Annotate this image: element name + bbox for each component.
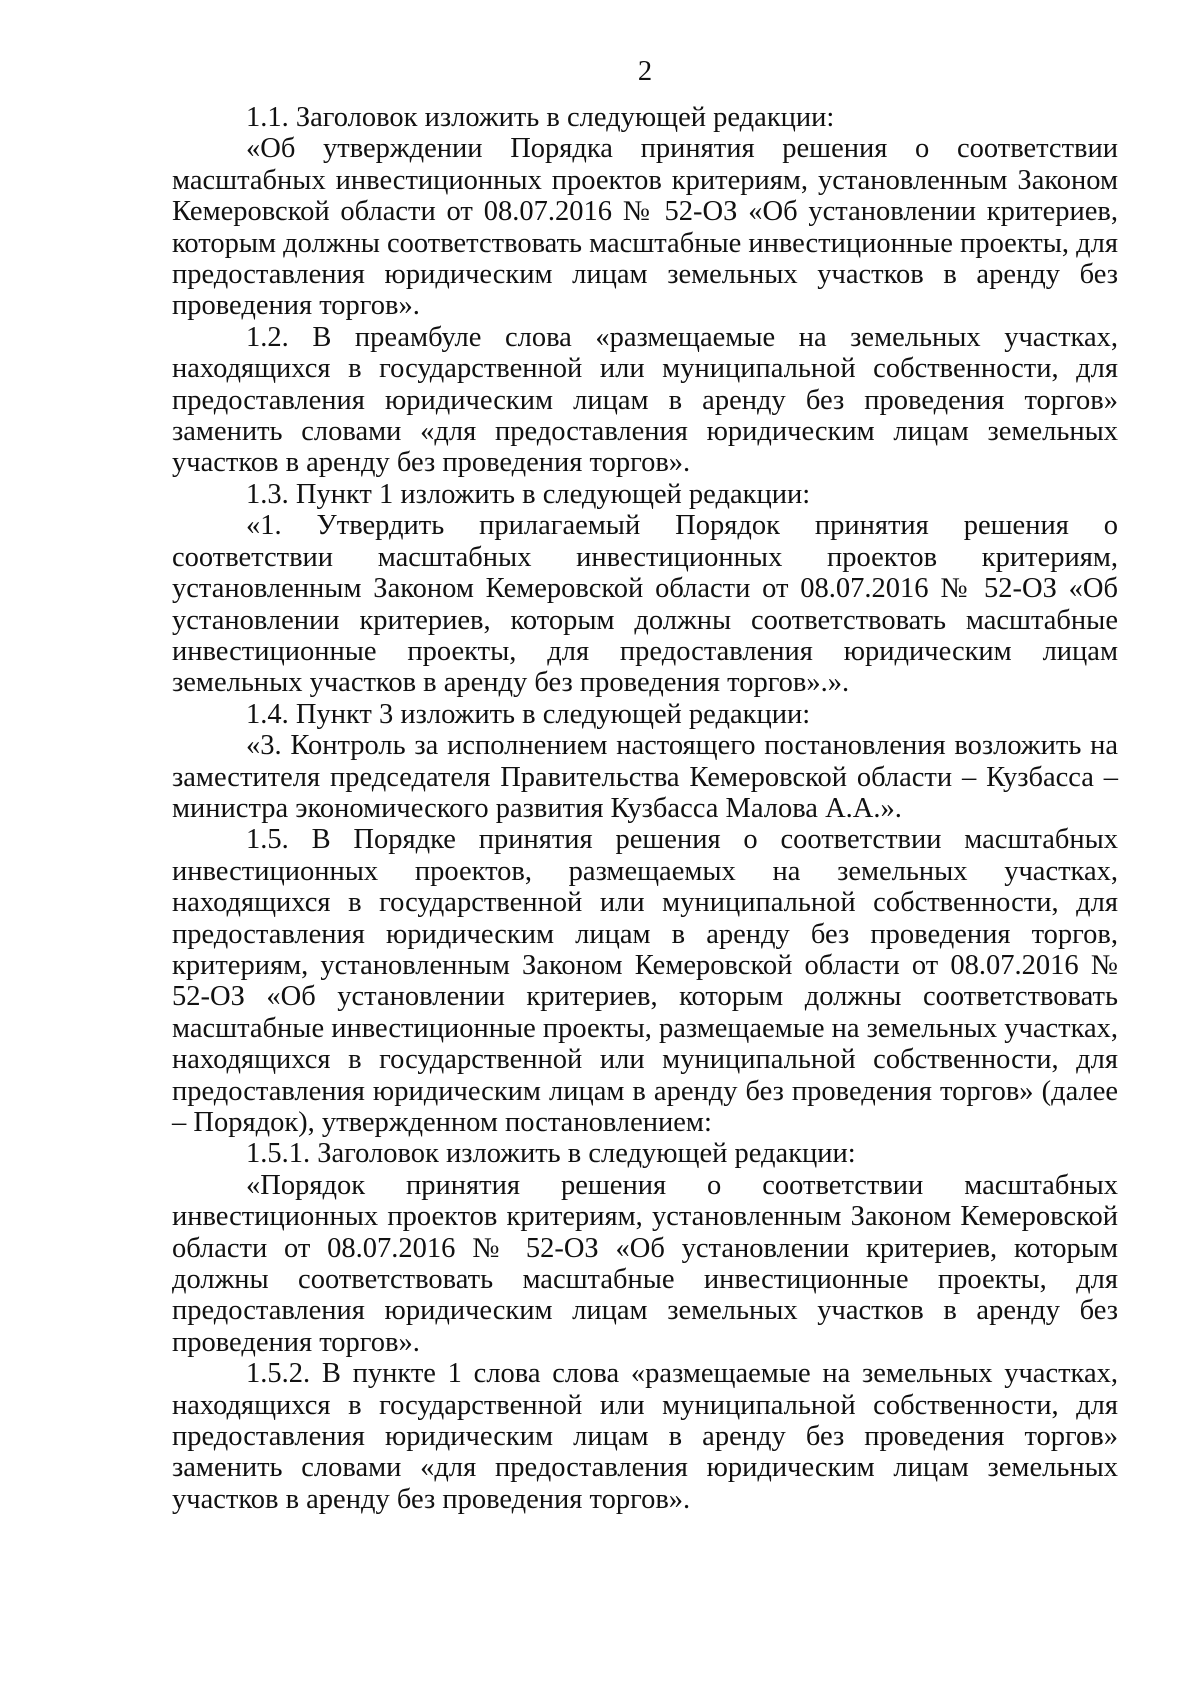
paragraph-1-3-text: «1. Утвердить прилагаемый Порядок принятия решения о соответствии масштабных инвестиционных проектов критериям, установленным Законом Кемеровской области от 08.07.2016 № 52-ОЗ «Об установлении критериев, которым должны соответствовать масштабные инвестиционные проекты, для предоставления юридическим лицам земельных участков в аренду без проведения торгов».».	[172, 510, 1118, 699]
paragraph-1-5: 1.5. В Порядке принятия решения о соответствии масштабных инвестиционных проектов, размещаемых на земельных участках, находящихся в государственной или муниципальной собственности, для предоставления юридическим лицам в аренду без проведения торгов, критериям, установленным Законом Кемеровской области от 08.07.2016 № 52-ОЗ «Об установлении критериев, которым должны соответствовать масштабные инвестиционные проекты, размещаемые на земельных участках, находящихся в государственной или муниципальной собственности, для предоставления юридическим лицам в аренду без проведения торгов» (далее – Порядок), утвержденном постановлением:	[172, 824, 1119, 1138]
document-body	[172, 102, 1118, 1515]
paragraph-1-5-2: 1.5.2. В пункте 1 слова слова «размещаемые на земельных участках, находящихся в государственной или муниципальной собственности, для предоставления юридическим лицам в аренду без проведения торгов» заменить словами «для предоставления юридическим лицам земельных участков в аренду без проведения торгов».	[172, 1358, 1118, 1515]
paragraph-1-5-1-text: «Порядок принятия решения о соответствии масштабных инвестиционных проектов критериям, установленным Законом Кемеровской области от 08.07.2016 № 52-ОЗ «Об установлении критериев, которым должны соответствовать масштабные инвестиционные проекты, для предоставления юридическим лицам земельных участков в аренду без проведения торгов».	[172, 1169, 1118, 1358]
paragraph-1-4-text: «3. Контроль за исполнением настоящего постановления возложить на заместителя председателя Правительства Кемеровской области – Кузбасса – министра экономического развития Кузбасса Малова А.А.».	[172, 730, 1118, 824]
paragraph-1-1-heading: 1.1. Заголовок изложить в следующей редакции:	[246, 102, 835, 133]
paragraph-1-4-heading: 1.4. Пункт 3 изложить в следующей редакции:	[246, 698, 811, 730]
page-number: 2	[637, 56, 653, 87]
paragraph-1-2: 1.2. В преамбуле слова «размещаемые на земельных участках, находящихся в государственной или муниципальной собственности, для предоставления юридическим лицам в аренду без проведения торгов» заменить словами «для предоставления юридическим лицам земельных участков в аренду без проведения торгов».	[172, 321, 1118, 479]
paragraph-1-3-heading: 1.3. Пункт 1 изложить в следующей редакции:	[246, 478, 811, 510]
document-page	[172, 0, 1118, 1697]
paragraph-1-5-1-heading: 1.5.1. Заголовок изложить в следующей редакции:	[246, 1138, 856, 1170]
paragraph-1-1-title-text: «Об утверждении Порядка принятия решения о соответствии масштабных инвестиционных проектов критериям, установленным Законом Кемеровской области от 08.07.2016 № 52-ОЗ «Об установлении критериев, которым должны соответствовать масштабные инвестиционные проекты, для предоставления юридическим лицам земельных участков в аренду без проведения торгов».	[172, 133, 1118, 322]
